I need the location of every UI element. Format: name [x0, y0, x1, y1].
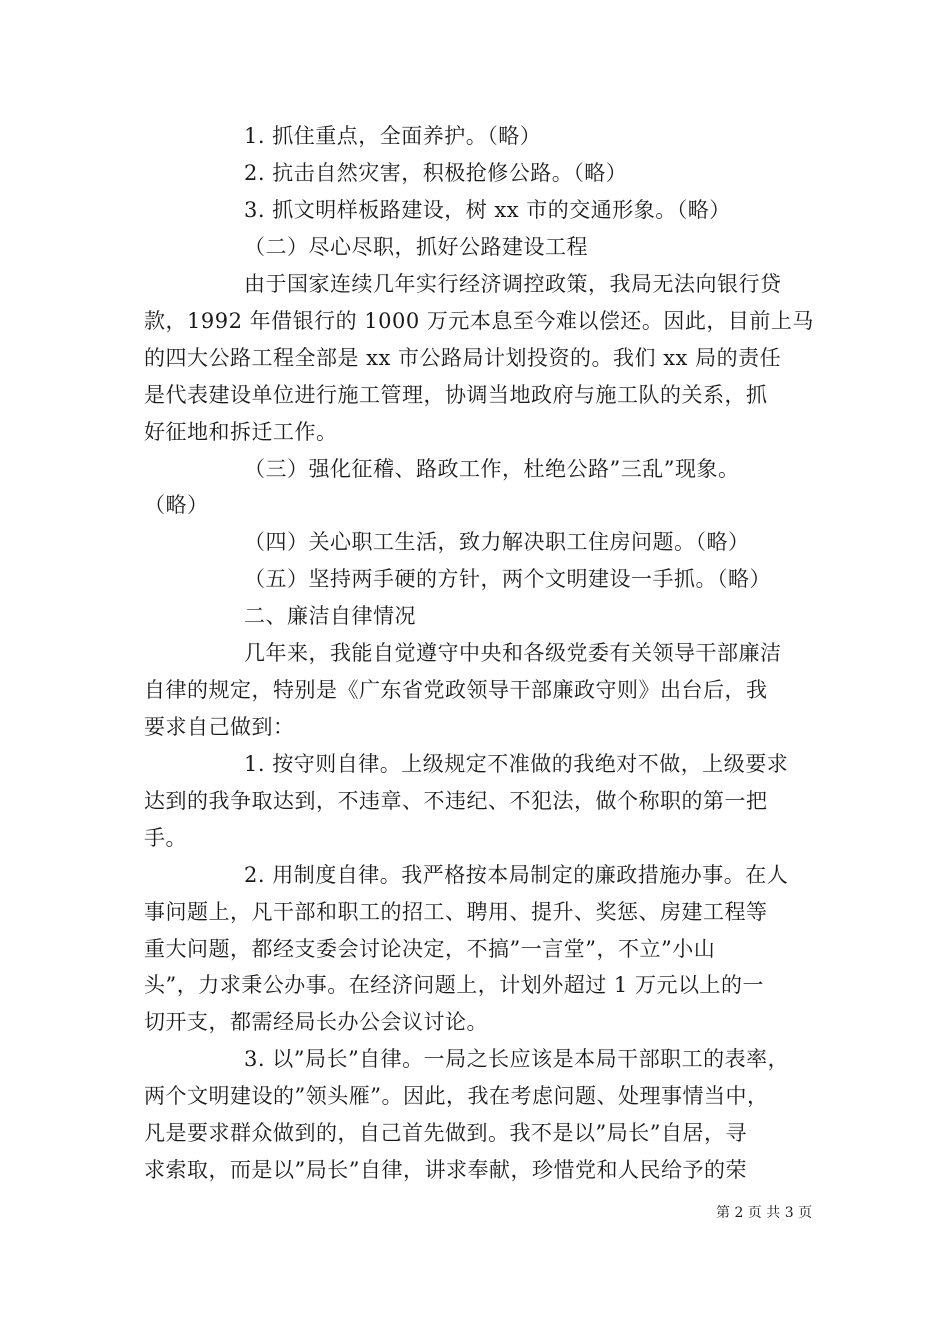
- section-heading: （二）尽心尽职，抓好公路建设工程: [244, 235, 588, 259]
- text-line: 1. 按守则自律。上级规定不准做的我绝对不做，上级要求: [244, 752, 789, 776]
- text-line: 求索取，而是以”局长”自律，讲求奉献，珍惜党和人民给予的荣: [144, 1158, 747, 1182]
- text-line: 2. 用制度自律。我严格按本局制定的廉政措施办事。在人: [244, 863, 789, 887]
- text-line: 达到的我争取达到，不违章、不违纪、不犯法，做个称职的第一把: [144, 789, 768, 813]
- text-line: 由于国家连续几年实行经济调控政策，我局无法向银行贷: [244, 272, 782, 296]
- text-line: 好征地和拆迁工作。: [144, 420, 338, 444]
- text-line: 两个文明建设的”领头雁”。因此，我在考虑问题、处理事情当中，: [144, 1084, 769, 1108]
- text-line: 要求自己做到：: [144, 715, 295, 739]
- text-line: 3. 抓文明样板路建设，树 xx 市的交通形象。（略）: [244, 198, 731, 222]
- text-line: （略）: [144, 493, 209, 517]
- text-line: 事问题上，凡干部和职工的招工、聘用、提升、奖惩、房建工程等: [144, 900, 768, 924]
- text-line: 自律的规定，特别是《广东省党政领导干部廉政守则》出台后，我: [144, 678, 768, 702]
- text-line: 凡是要求群众做到的，自己首先做到。我不是以”局长”自居，寻: [144, 1121, 747, 1145]
- text-line: 3. 以”局长”自律。一局之长应该是本局干部职工的表率，: [244, 1047, 790, 1071]
- section-heading: （三）强化征稽、路政工作，杜绝公路”三乱”现象。: [244, 457, 740, 481]
- text-line: 款，1992 年借银行的 1000 万元本息至今难以偿还。因此，目前上马: [144, 309, 814, 333]
- page-number-footer: 第 2 页 共 3 页: [716, 1205, 813, 1221]
- text-line: 手。: [144, 826, 187, 850]
- text-line: 的四大公路工程全部是 xx 市公路局计划投资的。我们 xx 局的责任: [144, 346, 782, 370]
- text-line: 切开支，都需经局长办公会议讨论。: [144, 1010, 488, 1034]
- text-line: 2. 抗击自然灾害，积极抢修公路。（略）: [244, 161, 628, 185]
- text-line: 重大问题，都经支委会讨论决定，不搞”一言堂”，不立”小山: [144, 937, 716, 961]
- text-line: 头”，力求秉公办事。在经济问题上，计划外超过 1 万元以上的一: [144, 973, 764, 997]
- section-heading: （五）坚持两手硬的方针，两个文明建设一手抓。（略）: [244, 567, 771, 591]
- text-line: 1. 抓住重点，全面养护。（略）: [244, 124, 542, 148]
- section-heading: （四）关心职工生活，致力解决职工住房问题。（略）: [244, 530, 750, 554]
- text-line: 是代表建设单位进行施工管理，协调当地政府与施工队的关系，抓: [144, 383, 768, 407]
- section-heading: 二、廉洁自律情况: [244, 604, 416, 628]
- text-line: 几年来，我能自觉遵守中央和各级党委有关领导干部廉洁: [244, 641, 782, 665]
